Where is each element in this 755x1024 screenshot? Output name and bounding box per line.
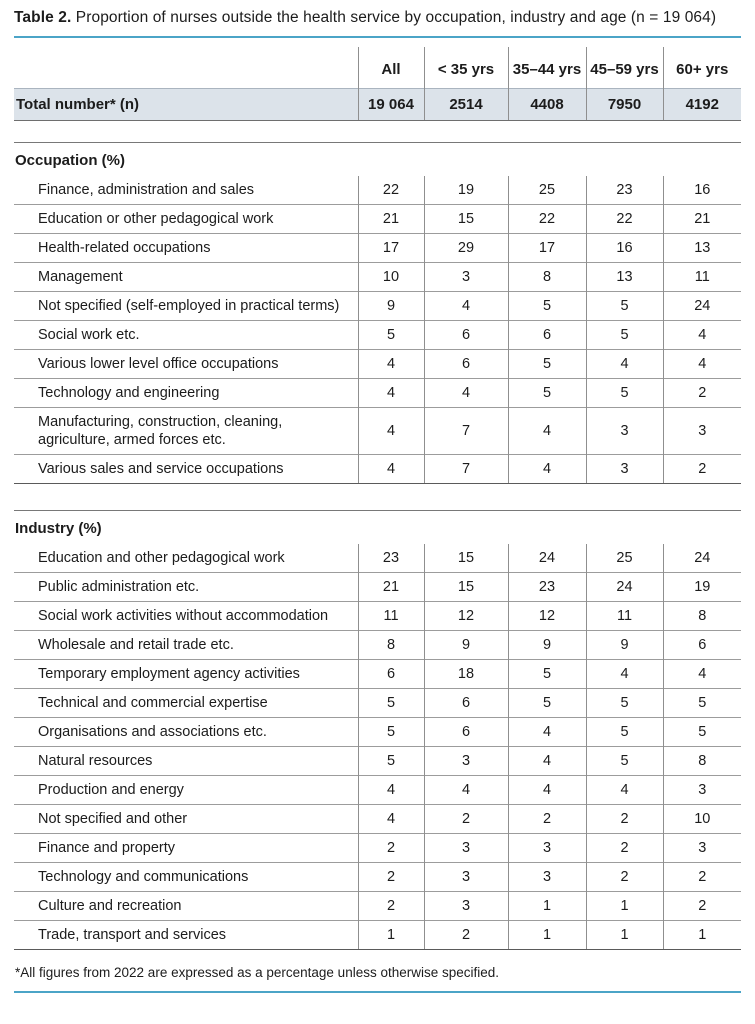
column-header-45-59: 45–59 yrs	[586, 47, 663, 89]
row-label: Production and energy	[14, 776, 358, 805]
row-value: 21	[358, 573, 424, 602]
row-value: 3	[424, 892, 508, 921]
table-row	[14, 747, 741, 776]
row-value: 5	[586, 379, 663, 408]
header-and-total-table	[14, 47, 741, 121]
row-value: 5	[358, 747, 424, 776]
row-value: 4	[358, 776, 424, 805]
row-value: 1	[586, 892, 663, 921]
row-value: 12	[508, 602, 586, 631]
row-value: 9	[358, 292, 424, 321]
row-value: 6	[508, 321, 586, 350]
row-value: 1	[663, 921, 741, 950]
row-value: 23	[358, 544, 424, 573]
row-label: Health-related occupations	[14, 234, 358, 263]
row-value: 5	[508, 660, 586, 689]
row-value: 4	[358, 350, 424, 379]
row-value: 8	[663, 747, 741, 776]
row-value: 1	[508, 892, 586, 921]
empty-corner-cell	[14, 47, 358, 89]
row-value: 15	[424, 544, 508, 573]
row-value: 4	[358, 379, 424, 408]
row-value: 4	[663, 350, 741, 379]
row-value: 6	[424, 718, 508, 747]
row-value: 11	[358, 602, 424, 631]
row-value: 10	[358, 263, 424, 292]
row-value: 4	[586, 350, 663, 379]
total-value-all: 19 064	[358, 89, 424, 121]
row-label: Various sales and service occupations	[14, 455, 358, 484]
table-row	[14, 863, 741, 892]
row-value: 4	[508, 455, 586, 484]
row-value: 4	[508, 747, 586, 776]
row-value: 3	[663, 776, 741, 805]
row-label: Finance and property	[14, 834, 358, 863]
row-value: 24	[586, 573, 663, 602]
row-label: Wholesale and retail trade etc.	[14, 631, 358, 660]
section-header-row	[14, 511, 741, 545]
row-label: Technology and communications	[14, 863, 358, 892]
row-value: 5	[586, 689, 663, 718]
row-value: 1	[508, 921, 586, 950]
table-row	[14, 892, 741, 921]
table-row	[14, 205, 741, 234]
row-value: 5	[508, 379, 586, 408]
row-value: 18	[424, 660, 508, 689]
row-value: 5	[586, 321, 663, 350]
row-value: 2	[358, 863, 424, 892]
column-header-60-plus: 60+ yrs	[663, 47, 741, 89]
table-row	[14, 544, 741, 573]
row-label: Education or other pedagogical work	[14, 205, 358, 234]
row-value: 5	[586, 747, 663, 776]
row-value: 5	[586, 718, 663, 747]
row-value: 5	[358, 718, 424, 747]
row-value: 4	[424, 292, 508, 321]
row-value: 5	[586, 292, 663, 321]
row-value: 22	[508, 205, 586, 234]
row-value: 6	[424, 321, 508, 350]
row-label: Finance, administration and sales	[38, 182, 255, 198]
row-value: 6	[424, 350, 508, 379]
row-value: 22	[358, 176, 424, 205]
row-value: 22	[586, 205, 663, 234]
row-value: 3	[508, 863, 586, 892]
row-value: 6	[663, 631, 741, 660]
row-value: 1	[358, 921, 424, 950]
table-footnote: *All figures from 2022 are expressed as a percentage unless otherwise specified.	[15, 965, 500, 980]
row-value: 4	[358, 408, 424, 455]
table-row	[14, 321, 741, 350]
table-row	[14, 776, 741, 805]
row-value: 24	[663, 544, 741, 573]
row-value: 3	[663, 834, 741, 863]
row-value: 5	[663, 689, 741, 718]
row-value: 25	[586, 544, 663, 573]
row-value: 3	[508, 834, 586, 863]
row-label: Management	[14, 263, 358, 292]
row-value: 12	[424, 602, 508, 631]
industry-section-table	[14, 510, 741, 950]
table-row	[14, 718, 741, 747]
table-row	[14, 689, 741, 718]
table-title	[14, 7, 724, 29]
row-value: 2	[424, 921, 508, 950]
row-value: 4	[358, 805, 424, 834]
row-label: Temporary employment agency activities	[14, 660, 358, 689]
table-row	[14, 602, 741, 631]
bottom-accent-rule	[14, 991, 741, 993]
row-value: 21	[663, 205, 741, 234]
row-value: 23	[586, 176, 663, 205]
table-row	[14, 350, 741, 379]
row-value: 1	[586, 921, 663, 950]
row-label: Social work etc.	[14, 321, 358, 350]
table-row	[14, 176, 741, 205]
row-label: Technology and engineering	[14, 379, 358, 408]
row-value: 3	[424, 834, 508, 863]
row-value: 29	[424, 234, 508, 263]
row-value: 3	[586, 455, 663, 484]
row-value: 8	[508, 263, 586, 292]
row-value: 9	[586, 631, 663, 660]
row-value: 6	[424, 689, 508, 718]
row-value: 8	[663, 602, 741, 631]
row-value: 4	[508, 776, 586, 805]
occupation-section-table	[14, 142, 741, 484]
row-label: Not specified (self-employed in practical terms)	[14, 292, 358, 321]
row-value: 4	[663, 321, 741, 350]
row-value: 2	[663, 863, 741, 892]
section-header: Industry (%)	[14, 511, 741, 545]
section-body-1	[14, 511, 741, 950]
age-columns-header-row	[14, 47, 741, 89]
row-value: 5	[508, 292, 586, 321]
row-value: 2	[586, 834, 663, 863]
table-row	[14, 660, 741, 689]
row-value: 23	[508, 573, 586, 602]
row-value: 13	[586, 263, 663, 292]
row-value: 2	[586, 863, 663, 892]
table-row	[14, 805, 741, 834]
row-value: 11	[586, 602, 663, 631]
row-label: Natural resources	[14, 747, 358, 776]
row-value: 21	[358, 205, 424, 234]
row-value: 11	[663, 263, 741, 292]
row-value: 7	[424, 408, 508, 455]
total-value-35-44: 4408	[508, 89, 586, 121]
row-label: Public administration etc.	[14, 573, 358, 602]
row-label: Technical and commercial expertise	[14, 689, 358, 718]
row-value: 5	[508, 350, 586, 379]
row-value: 16	[663, 176, 741, 205]
row-value: 19	[663, 573, 741, 602]
row-value: 4	[508, 408, 586, 455]
row-value: 16	[586, 234, 663, 263]
row-value: 15	[424, 573, 508, 602]
total-value-under-35: 2514	[424, 89, 508, 121]
row-value: 4	[508, 718, 586, 747]
row-label: Trade, transport and services	[14, 921, 358, 950]
row-value: 3	[424, 747, 508, 776]
row-value: 13	[663, 234, 741, 263]
table-row	[14, 408, 741, 455]
table-row	[14, 834, 741, 863]
row-value: 6	[358, 660, 424, 689]
row-value: 4	[424, 776, 508, 805]
row-value: 4	[663, 660, 741, 689]
row-value: 3	[663, 408, 741, 455]
row-value: 2	[663, 455, 741, 484]
row-value: 3	[586, 408, 663, 455]
section-body-0	[14, 143, 741, 484]
row-value: 19	[424, 176, 508, 205]
section-header-row	[14, 143, 741, 177]
row-value: 5	[358, 321, 424, 350]
row-label: Various lower level office occupations	[14, 350, 358, 379]
row-value: 2	[663, 379, 741, 408]
row-value: 17	[358, 234, 424, 263]
row-value: 4	[586, 660, 663, 689]
row-label: Culture and recreation	[14, 892, 358, 921]
row-value: 4	[586, 776, 663, 805]
column-header-35-44: 35–44 yrs	[508, 47, 586, 89]
row-value: 7	[424, 455, 508, 484]
row-value: 2	[508, 805, 586, 834]
table-row	[14, 379, 741, 408]
table-row	[14, 234, 741, 263]
table-row	[14, 292, 741, 321]
row-label: Manufacturing, construction, cleaning, agriculture, armed forces etc.	[14, 408, 358, 455]
row-value: 4	[424, 379, 508, 408]
row-value: 3	[424, 863, 508, 892]
column-header-all: All	[358, 47, 424, 89]
row-value: 2	[424, 805, 508, 834]
row-value: 2	[358, 834, 424, 863]
row-value: 9	[508, 631, 586, 660]
table-row	[14, 631, 741, 660]
table-caption: Proportion of nurses outside the health service by occupation, industry and age (n = 19 064)	[71, 9, 717, 26]
row-value: 2	[586, 805, 663, 834]
row-label: Social work activities without accommodation	[14, 602, 358, 631]
section-header: Occupation (%)	[14, 143, 741, 177]
table-row	[14, 263, 741, 292]
row-value: 4	[358, 455, 424, 484]
table-row	[14, 455, 741, 484]
total-row-label: Total number* (n)	[14, 89, 358, 121]
row-value: 15	[424, 205, 508, 234]
row-value: 24	[508, 544, 586, 573]
row-value: 2	[663, 892, 741, 921]
row-value: 10	[663, 805, 741, 834]
total-value-60-plus: 4192	[663, 89, 741, 121]
row-value: 3	[424, 263, 508, 292]
row-label: Education and other pedagogical work	[38, 550, 285, 566]
table-row	[14, 921, 741, 950]
row-label: Organisations and associations etc.	[14, 718, 358, 747]
row-value: 17	[508, 234, 586, 263]
row-value: 24	[663, 292, 741, 321]
total-number-row	[14, 89, 741, 121]
row-value: 9	[424, 631, 508, 660]
row-value: 5	[508, 689, 586, 718]
row-value: 5	[358, 689, 424, 718]
table-number-label: Table 2.	[14, 9, 72, 26]
row-value: 25	[508, 176, 586, 205]
row-value: 2	[358, 892, 424, 921]
total-value-45-59: 7950	[586, 89, 663, 121]
top-accent-rule	[14, 36, 741, 38]
table-row	[14, 573, 741, 602]
row-value: 8	[358, 631, 424, 660]
row-label: Not specified and other	[14, 805, 358, 834]
column-header-under-35: < 35 yrs	[424, 47, 508, 89]
row-value: 5	[663, 718, 741, 747]
